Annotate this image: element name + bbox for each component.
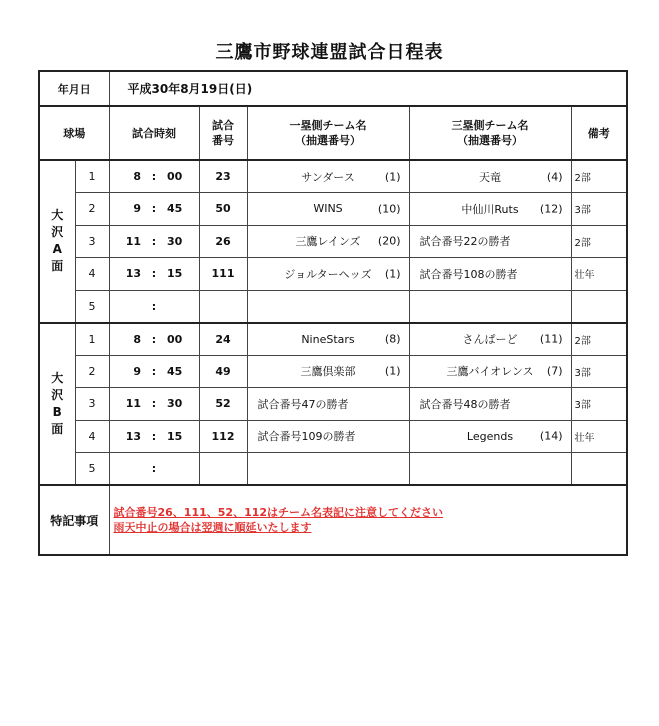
time-hour: 13 <box>125 267 141 281</box>
remark: 2部 <box>571 323 627 356</box>
remark: 2部 <box>571 225 627 258</box>
time-sep: : <box>151 332 157 346</box>
third-base-team <box>409 290 571 323</box>
header-match-no <box>199 106 247 160</box>
field-name <box>39 160 75 323</box>
header-match-no-line1: 試合 <box>212 119 234 132</box>
third-base-team <box>409 258 571 291</box>
field-name-char: A <box>52 242 62 257</box>
third-team-lot: (7) <box>546 364 563 378</box>
header-first-team-line1: 一塁側チーム名 <box>289 119 367 132</box>
field-name-char: 面 <box>51 259 64 274</box>
time-sep: : <box>151 462 157 475</box>
game-number: 1 <box>75 160 109 193</box>
third-team-lot: (14) <box>539 429 563 443</box>
start-time <box>109 225 199 258</box>
time-minute: 30 <box>167 397 183 411</box>
field-name-char: 大 <box>51 370 64 385</box>
table-row <box>39 160 627 193</box>
first-base-team <box>247 160 409 193</box>
match-number: 26 <box>199 225 247 258</box>
time-hour: 11 <box>125 397 141 411</box>
start-time <box>109 355 199 388</box>
start-time <box>109 193 199 226</box>
match-number: 112 <box>199 420 247 453</box>
table-row <box>39 323 627 356</box>
time-sep: : <box>151 234 157 248</box>
header-remarks: 備考 <box>571 106 627 160</box>
third-base-team <box>409 225 571 258</box>
first-base-team <box>247 193 409 226</box>
match-number: 111 <box>199 258 247 291</box>
special-notes <box>109 485 627 555</box>
first-team-name: 試合番号47の勝者 <box>257 397 349 411</box>
match-number <box>199 290 247 323</box>
header-third-team-line2: （抽選番号） <box>457 134 523 147</box>
first-team-lot: (20) <box>377 234 401 248</box>
start-time <box>109 290 199 323</box>
third-base-team <box>409 160 571 193</box>
start-time <box>109 420 199 453</box>
table-row <box>39 388 627 421</box>
header-field: 球場 <box>39 106 109 160</box>
field-name-char: 大 <box>51 208 64 223</box>
first-team-lot: (1) <box>384 267 401 281</box>
third-team-name: 三鷹バイオレンス <box>446 365 534 379</box>
third-team-name: さんぱーど <box>462 333 518 346</box>
first-base-team <box>247 290 409 323</box>
first-base-team <box>247 388 409 421</box>
game-number: 2 <box>75 355 109 388</box>
game-number: 5 <box>75 290 109 323</box>
time-hour: 9 <box>133 202 141 216</box>
remark <box>571 290 627 323</box>
table-row <box>39 453 627 486</box>
match-number: 50 <box>199 193 247 226</box>
time-minute: 45 <box>167 202 183 216</box>
table-row <box>39 355 627 388</box>
header-first-team <box>247 106 409 160</box>
first-base-team <box>247 453 409 486</box>
time-minute: 45 <box>167 364 183 378</box>
third-team-name: 天竜 <box>479 170 501 184</box>
time-sep: : <box>151 299 157 313</box>
first-team-name: 三鷹倶楽部 <box>300 365 356 379</box>
remark: 壮年 <box>571 258 627 291</box>
game-number: 5 <box>75 453 109 486</box>
match-number: 49 <box>199 355 247 388</box>
remark: 壮年 <box>571 420 627 453</box>
time-sep: : <box>151 202 157 216</box>
table-row <box>39 258 627 291</box>
page-title: 三鷹市野球連盟試合日程表 <box>215 42 444 63</box>
remark: 3部 <box>571 193 627 226</box>
remark: 3部 <box>571 388 627 421</box>
header-first-team-line2: （抽選番号） <box>295 134 361 147</box>
start-time <box>109 453 199 486</box>
date-label: 年月日 <box>39 71 109 106</box>
time-hour: 11 <box>125 234 141 248</box>
third-base-team <box>409 193 571 226</box>
first-team-name: WINS <box>313 202 343 216</box>
first-team-lot: (10) <box>377 202 401 216</box>
game-number: 4 <box>75 420 109 453</box>
time-minute: 00 <box>167 170 183 183</box>
field-name-char: 沢 <box>51 387 64 402</box>
field-name <box>39 323 75 486</box>
start-time <box>109 160 199 193</box>
field-name-char: B <box>52 404 62 419</box>
special-note: 雨天中止の場合は翌週に順延いたします <box>113 521 312 534</box>
game-number: 3 <box>75 225 109 258</box>
time-minute: 15 <box>167 429 183 443</box>
start-time <box>109 323 199 356</box>
third-team-name: 試合番号48の勝者 <box>419 397 511 411</box>
third-team-name: 中仙川Ruts <box>461 202 519 216</box>
third-base-team <box>409 355 571 388</box>
third-base-team <box>409 323 571 356</box>
field-name-char: 面 <box>51 421 64 436</box>
game-number: 1 <box>75 323 109 356</box>
remark <box>571 453 627 486</box>
third-base-team <box>409 420 571 453</box>
first-team-name: ジョルターヘッズ <box>284 267 372 281</box>
first-base-team <box>247 323 409 356</box>
time-sep: : <box>151 170 157 183</box>
first-base-team <box>247 355 409 388</box>
time-minute: 00 <box>167 332 183 346</box>
start-time <box>109 388 199 421</box>
first-team-name: サンダース <box>301 170 355 184</box>
date-row <box>39 71 627 106</box>
third-team-lot: (12) <box>539 202 563 216</box>
third-base-team <box>409 388 571 421</box>
time-sep: : <box>151 267 157 281</box>
third-team-name: 試合番号108の勝者 <box>419 267 518 281</box>
game-number: 4 <box>75 258 109 291</box>
time-hour: 9 <box>133 364 141 378</box>
time-hour: 8 <box>133 332 141 346</box>
special-label: 特記事項 <box>39 485 109 555</box>
time-hour: 13 <box>125 429 141 443</box>
match-number: 23 <box>199 160 247 193</box>
first-team-lot: (8) <box>384 332 401 346</box>
field-name-char: 沢 <box>51 225 64 240</box>
game-number: 3 <box>75 388 109 421</box>
remark: 3部 <box>571 355 627 388</box>
header-third-team-line1: 三塁側チーム名 <box>451 119 529 132</box>
header-time: 試合時刻 <box>109 106 199 160</box>
game-number: 2 <box>75 193 109 226</box>
first-team-lot: (1) <box>384 170 401 183</box>
match-number <box>199 453 247 486</box>
match-number: 24 <box>199 323 247 356</box>
special-note: 試合番号26、111、52、112はチーム名表記に注意してください <box>113 506 444 519</box>
third-team-name: 試合番号22の勝者 <box>419 235 511 249</box>
table-row <box>39 290 627 323</box>
first-base-team <box>247 420 409 453</box>
remark: 2部 <box>571 160 627 193</box>
time-minute: 30 <box>167 234 183 248</box>
time-sep: : <box>151 429 157 443</box>
time-sep: : <box>151 397 157 411</box>
first-team-lot: (1) <box>384 364 401 378</box>
special-notes-row <box>39 485 627 555</box>
header-third-team <box>409 106 571 160</box>
first-team-name: 試合番号109の勝者 <box>257 430 356 444</box>
third-base-team <box>409 453 571 486</box>
time-sep: : <box>151 364 157 378</box>
third-team-lot: (11) <box>539 332 563 346</box>
time-minute: 15 <box>167 267 183 281</box>
first-base-team <box>247 225 409 258</box>
date-value: 平成30年8月19日(日) <box>109 71 627 106</box>
first-team-name: 三鷹レインズ <box>295 235 361 249</box>
start-time <box>109 258 199 291</box>
first-base-team <box>247 258 409 291</box>
header-row <box>39 106 627 160</box>
table-row <box>39 225 627 258</box>
table-row <box>39 420 627 453</box>
schedule-table <box>38 70 628 556</box>
third-team-lot: (4) <box>546 170 563 183</box>
match-number: 52 <box>199 388 247 421</box>
table-row <box>39 193 627 226</box>
first-team-name: NineStars <box>301 332 355 346</box>
time-hour: 8 <box>133 170 141 183</box>
header-match-no-line2: 番号 <box>212 134 234 147</box>
third-team-name: Legends <box>466 429 514 443</box>
